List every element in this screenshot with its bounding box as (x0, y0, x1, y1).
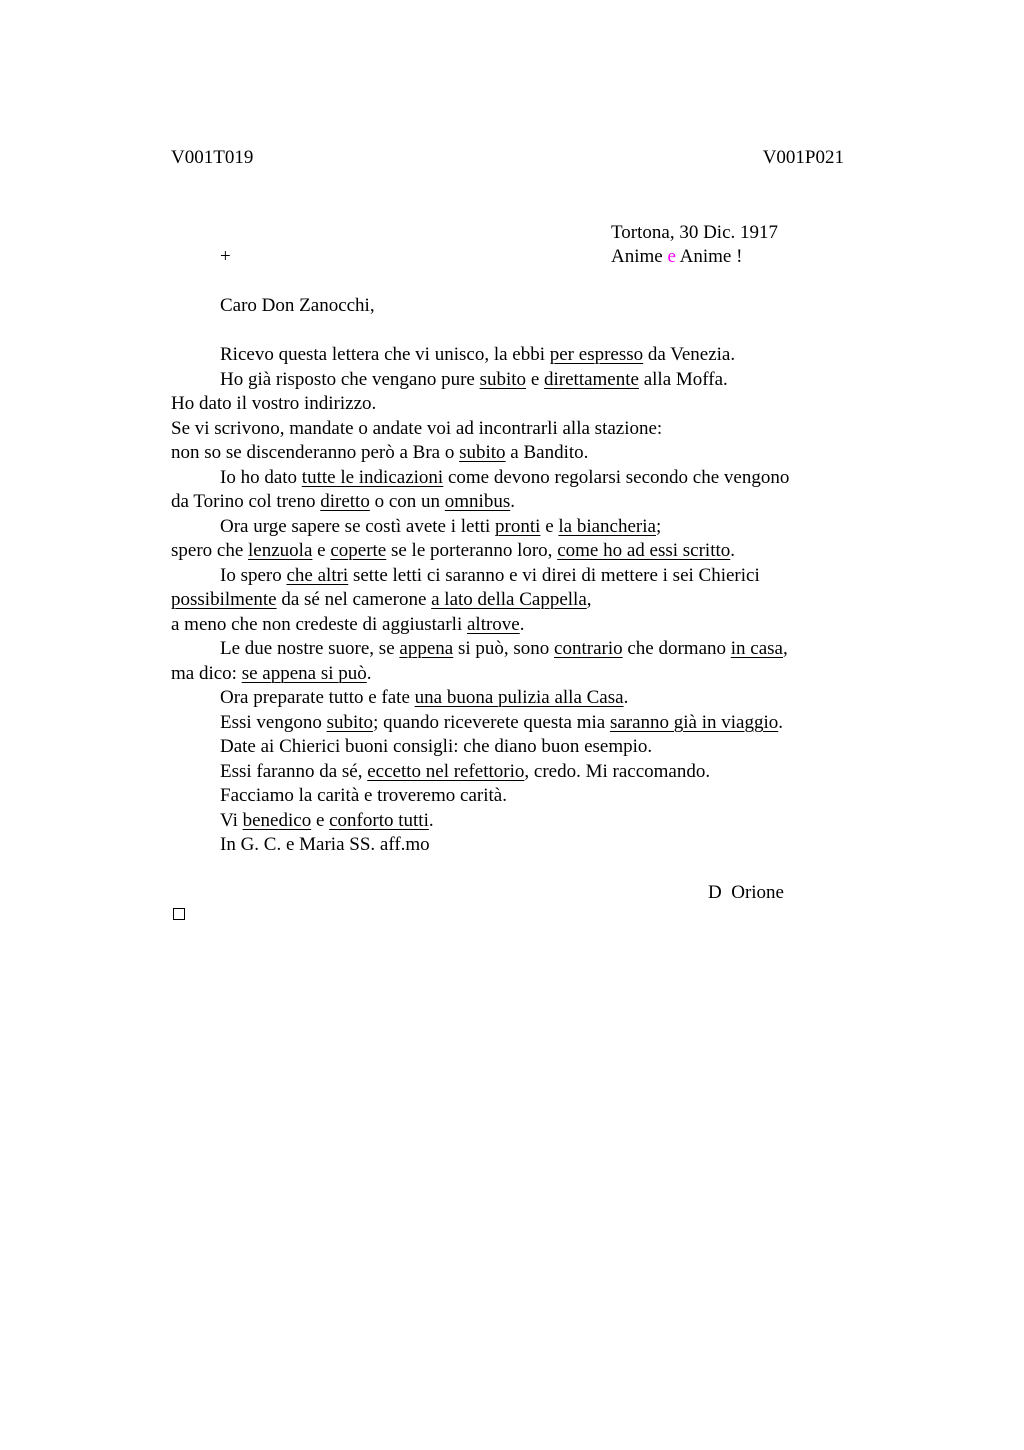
text-segment: ; (655, 515, 662, 537)
underlined-text: appena (399, 638, 454, 659)
underlined-text: conforto tutti (329, 809, 429, 831)
right-document-code: V001P021 (762, 147, 844, 168)
text-segment: come devono regolarsi secondo che vengono (443, 466, 790, 488)
underlined-text: eccetto nel refettorio (367, 760, 525, 782)
text-segment: a meno che non credeste di aggiustarli (171, 613, 467, 635)
text-segment: In G. C. e Maria SS. aff.mo (220, 834, 430, 855)
underlined-text: a lato della Cappella (431, 589, 587, 610)
text-segment: . (519, 613, 525, 635)
underlined-text: contrario (554, 638, 623, 659)
underlined-text: lenzuola (248, 540, 313, 561)
text-segment: che dormano (622, 638, 731, 659)
underlined-text: diretto (320, 491, 370, 512)
letter-line (220, 833, 430, 857)
underlined-text: pronti (495, 515, 541, 537)
text-segment: Vi (220, 809, 243, 831)
underlined-text: subito (326, 711, 374, 733)
text-segment: Essi faranno da sé, (220, 760, 368, 782)
letter-line (171, 392, 376, 416)
underlined-text: altrove (466, 613, 520, 635)
letter-line (220, 784, 507, 808)
text-segment: da Torino col treno (171, 491, 321, 512)
place-date: Tortona, 30 Dic. 1917 (611, 222, 779, 243)
underlined-text: direttamente (544, 368, 639, 390)
text-segment: Le due nostre suore, se (220, 638, 400, 659)
underlined-text: saranno già in viaggio (609, 711, 779, 733)
motto-word-a: Anime (611, 246, 663, 267)
left-document-code: V001T019 (171, 147, 254, 168)
letter-line (220, 711, 783, 735)
letter-line (171, 490, 515, 514)
text-segment: ; quando riceverete questa mia (373, 711, 610, 733)
signature: D Orione (708, 882, 784, 903)
motto-conjunction: e (667, 246, 676, 267)
motto (611, 245, 742, 269)
underlined-text: subito (459, 442, 506, 463)
underlined-text: che altri (286, 564, 349, 586)
text-segment: . (778, 711, 784, 733)
underlined-text: la biancheria (558, 515, 656, 537)
underlined-text: in casa (730, 638, 783, 659)
letter-line (171, 441, 588, 465)
text-segment: Ora urge sapere se costì avete i letti (220, 515, 496, 537)
letter-line (220, 466, 789, 490)
text-segment: da sé nel camerone (276, 589, 432, 610)
text-segment: Ho già risposto che vengano pure (220, 368, 480, 390)
text-segment: e (312, 540, 331, 561)
text-segment: , credo. Mi raccomando. (524, 760, 711, 782)
text-segment: Se vi scrivono, mandate o andate voi ad incontrarli alla stazione: (171, 417, 663, 439)
letter-line (220, 564, 760, 588)
letter-line (171, 539, 735, 563)
text-segment: Ho dato il vostro indirizzo. (171, 393, 377, 414)
letter-line (171, 417, 662, 441)
text-segment: a Bandito. (505, 442, 589, 463)
text-segment: . (510, 491, 515, 512)
text-segment: alla Moffa. (638, 368, 728, 390)
underlined-text: tutte le indicazioni (301, 466, 444, 488)
text-segment: ma dico: (171, 662, 242, 684)
motto-word-b: Anime ! (679, 246, 743, 267)
text-segment: , (586, 589, 592, 610)
underlined-text: una buona pulizia alla Casa (414, 687, 624, 708)
text-segment: e (526, 368, 544, 390)
text-segment: Essi vengono (220, 711, 327, 733)
underlined-text: per espresso (549, 344, 644, 365)
text-segment: Io ho dato (220, 466, 302, 488)
text-segment: e (311, 809, 330, 831)
text-segment: . (428, 809, 434, 831)
underlined-text: coperte (330, 540, 387, 561)
text-segment: Date ai Chierici buoni consigli: che diano buon esempio. (220, 736, 653, 757)
letter-line (220, 637, 788, 661)
text-segment: sette letti ci saranno e vi direi di mettere i sei Chierici (348, 564, 760, 586)
text-segment: , (783, 638, 788, 659)
letter-line (220, 343, 735, 367)
underlined-text: omnibus (444, 491, 511, 512)
cross-mark: + (220, 246, 231, 267)
text-segment: . (623, 687, 629, 708)
letter-line (220, 686, 628, 710)
underlined-text: se appena si può (241, 662, 367, 684)
text-segment: Io spero (220, 564, 287, 586)
text-segment: se le porteranno loro, (386, 540, 558, 561)
letter-line (171, 588, 592, 612)
underlined-text: possibilmente (171, 589, 277, 610)
text-segment: da Venezia. (643, 344, 736, 365)
checkbox-square-icon (173, 908, 185, 920)
text-segment: Ricevo questa lettera che vi unisco, la ebbi (220, 344, 550, 365)
letter-line (220, 368, 728, 392)
text-segment: . (366, 662, 372, 684)
text-segment: non so se discenderanno però a Bra o (171, 442, 460, 463)
letter-line (220, 735, 652, 759)
letter-line (220, 760, 710, 784)
letter-line (171, 662, 372, 686)
text-segment: Ora preparate tutto e fate (220, 687, 415, 708)
salutation: Caro Don Zanocchi, (220, 295, 375, 316)
letter-line (220, 515, 661, 539)
underlined-text: come ho ad essi scritto (557, 540, 731, 561)
text-segment: o con un (369, 491, 445, 512)
text-segment: spero che (171, 540, 249, 561)
underlined-text: benedico (242, 809, 312, 831)
text-segment: . (730, 540, 736, 561)
text-segment: Facciamo la carità e troveremo carità. (220, 785, 507, 806)
letter-line (171, 613, 525, 637)
letter-line (220, 809, 434, 833)
text-segment: e (540, 515, 559, 537)
text-segment: si può, sono (453, 638, 555, 659)
underlined-text: subito (479, 368, 527, 390)
